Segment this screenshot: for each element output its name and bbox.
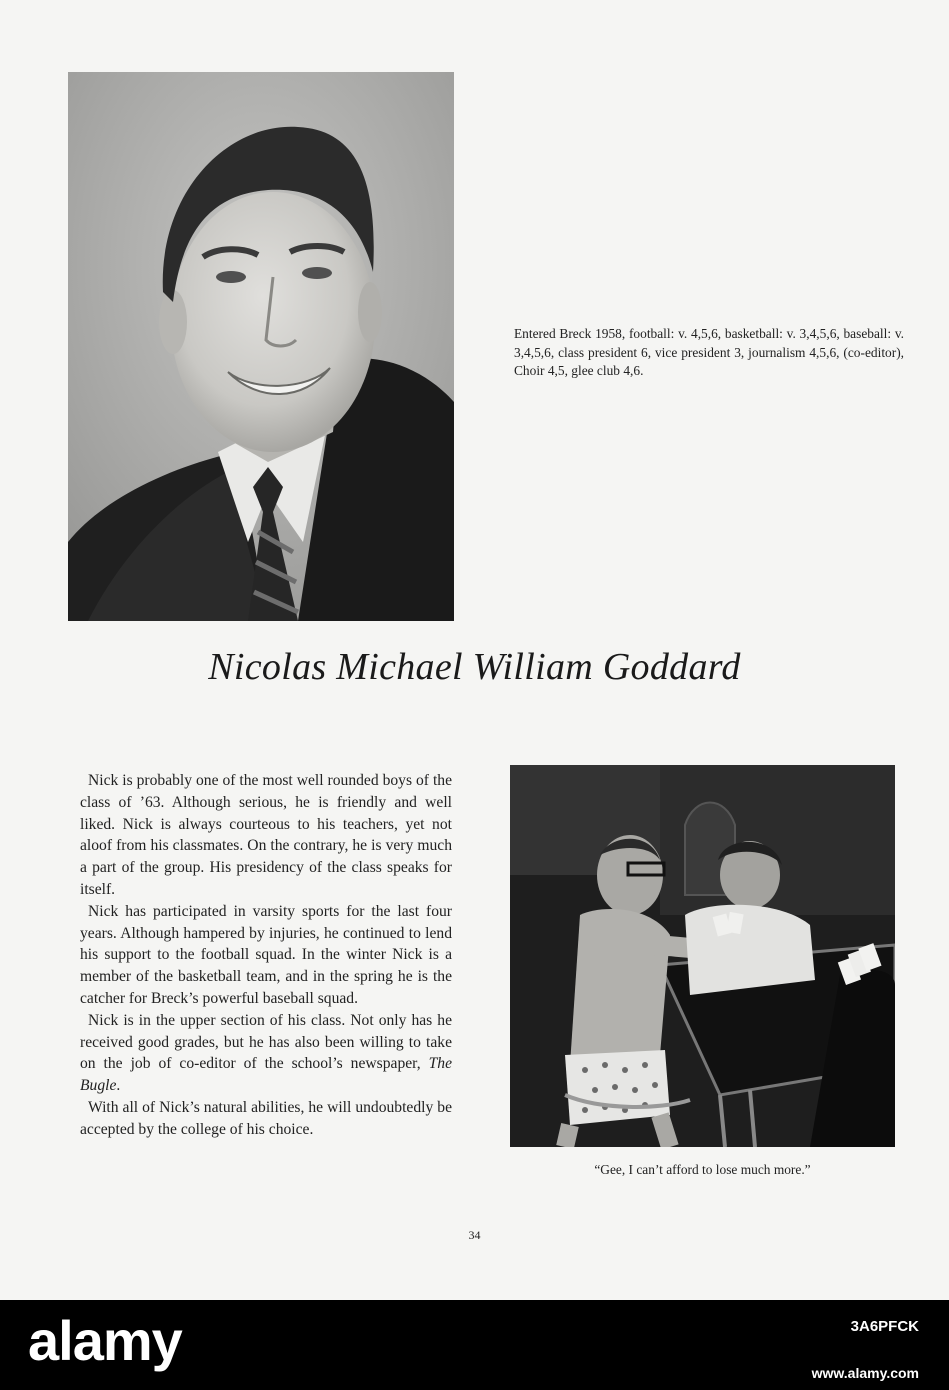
bio-paragraph: Nick has participated in varsity sports for the last four years. Although hampered by injuries, he continued to lend his support to the football squad. In the winter Nick is a member of the basketball team, and in the spring he is the catcher for Breck’s powerful baseball squad. (80, 902, 452, 1007)
site-url[interactable]: www.alamy.com (811, 1365, 919, 1381)
photo-caption: “Gee, I can’t afford to lose much more.” (594, 1162, 811, 1177)
alamy-logo: alamy (28, 1309, 182, 1372)
bio-text: . (116, 1077, 121, 1095)
bio-paragraph: With all of Nick’s natural abilities, he will undoubtedly be accepted by the college of his choice. (80, 1098, 452, 1138)
stock-footer (0, 1300, 949, 1390)
activities-summary: Entered Breck 1958, football: v. 4,5,6, basketball: v. 3,4,5,6, baseball: v. 3,4,5,6, class president 6, vice president 3, journalism 4,5,6, (co-editor), Choir 4,5, glee club 4,6. (514, 326, 904, 378)
bio-paragraph (80, 1010, 452, 1097)
biography (80, 770, 452, 1141)
student-name: Nicolas Michael William Goddard (208, 646, 741, 688)
portrait-illustration (68, 72, 454, 621)
portrait-photo (68, 72, 454, 621)
candid-photo (510, 765, 895, 1147)
page-number: 34 (468, 1228, 481, 1242)
card-game-illustration (510, 765, 895, 1147)
newspaper-name: The Bugle (80, 1055, 452, 1095)
image-id: 3A6PFCK (850, 1318, 919, 1335)
footer-info (812, 1318, 919, 1381)
bio-paragraph: Nick is probably one of the most well rounded boys of the class of ’63. Although serious, he is friendly and well liked. Nick is always courteous to his teachers, yet not aloof from his classmates. On the contrary, he is very much a part of the group. His presidency of the class speaks for itself. (80, 772, 452, 898)
bio-text: Nick is in the upper section of his class. Not only has he received good grades, but he has also been willing to take on the job of co-editor of the school’s newspaper, (80, 1011, 452, 1073)
